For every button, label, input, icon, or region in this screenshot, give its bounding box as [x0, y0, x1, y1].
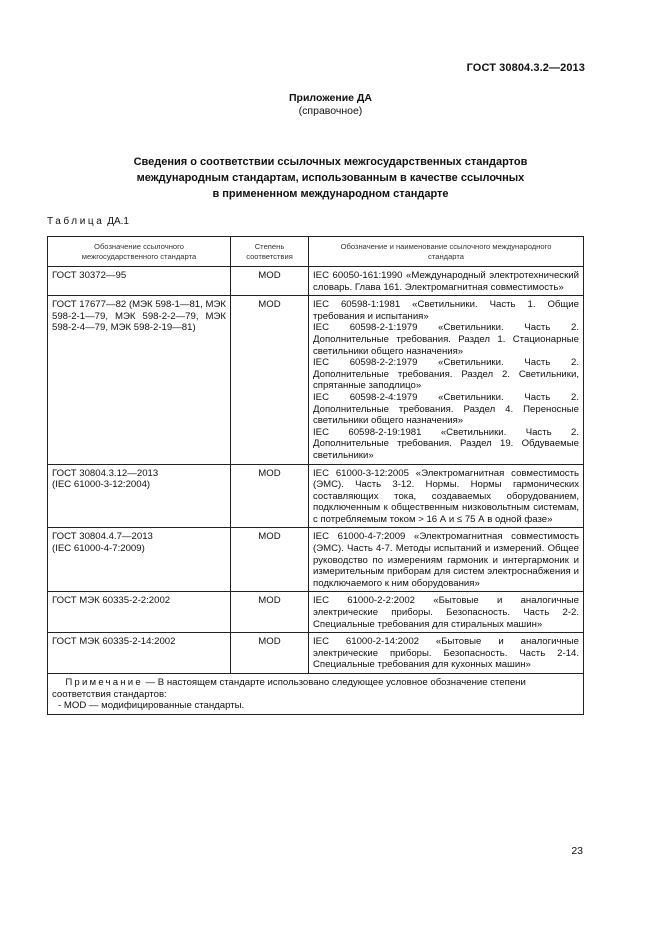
section-title-line: Сведения о соответствии ссылочных межгосударственных стандартов [133, 156, 528, 168]
cell-intl: IEC 61000-2-14:2002 «Бытовые и аналогичные электрические приборы. Безопасность. Часть 2-14. Специальные требования для кухонных машин» [309, 633, 584, 674]
table-row [48, 296, 584, 464]
cell-intl: IEC 60598-1:1981 «Светильники. Часть 1. Общие требования и испытания» IEC 60598-2-1:1979 «Светильники. Часть 2. Дополнительные требования. Раздел 1. Стационарные светильники общего назначения» IEC 60598-2-2:1979 «Светильники. Часть 2. Дополнительные требования. Раздел 2. Светильники, спрятанные заподлицо» IEC 60598-2-4:1979 «Светильники. Часть 2. Дополнительные требования. Раздел 4. Переносные светильники общего назначения» IEC 60598-2-19:1981 «Светильники. Часть 2. Дополнительные требования. Раздел 19. Обдуваемые светильники» [309, 296, 584, 464]
table-label-prefix: Таблица [47, 216, 105, 227]
table-label-number: ДА.1 [107, 216, 129, 227]
appendix-heading [0, 92, 661, 118]
appendix-title: Приложение ДА [289, 92, 372, 104]
table-note-row [48, 674, 584, 715]
table-note [48, 674, 584, 715]
section-title-line: международным стандартам, использованным в качестве ссылочных [136, 172, 525, 184]
cell-intl: IEC 61000-3-12:2005 «Электромагнитная совместимость (ЭМС). Часть 3-12. Нормы. Нормы гармонических составляющих тока, создаваемых оборудованием, подключенным к общественным низковольтным системам, с потребляемым током > 16 А и ≤ 75 А в одной фазе» [309, 464, 584, 528]
column-header-intl: Обозначение и наименование ссылочного международного стандарта [309, 237, 584, 267]
section-title [0, 154, 661, 202]
table-row [48, 592, 584, 633]
cell-standard: ГОСТ МЭК 60335-2-2:2002 [48, 592, 231, 633]
cell-degree: MOD [231, 296, 309, 464]
cell-intl: IEC 61000-4-7:2009 «Электромагнитная совместимость (ЭМС). Часть 4-7. Методы испытаний и измерений. Общее руководство по измерениям гармоник и интергармоник и измерительным приборам для систем электроснабжения и подключаемого к ним оборудования» [309, 528, 584, 592]
section-title-line: в примененном международном стандарте [212, 188, 449, 200]
column-header-standard: Обозначение ссылочного межгосударственного стандарта [48, 237, 231, 267]
note-text: — В настоящем стандарте использовано следующее условное обозначение степени соответствия стандартов: [52, 677, 526, 700]
cell-degree: MOD [231, 267, 309, 296]
cell-intl: IEC 60050-161:1990 «Международный электротехнический словарь. Глава 161. Электромагнитная совместимость» [309, 267, 584, 296]
cell-degree: MOD [231, 464, 309, 528]
correspondence-table [47, 236, 584, 715]
table-row [48, 267, 584, 296]
cell-intl: IEC 61000-2-2:2002 «Бытовые и аналогичные электрические приборы. Безопасность. Часть 2-2. Специальные требования для стиральных машин» [309, 592, 584, 633]
table-row [48, 528, 584, 592]
table-label [47, 216, 129, 227]
standard-code-header: ГОСТ 30804.3.2—2013 [466, 62, 585, 74]
table-header-row [48, 237, 584, 267]
cell-standard: ГОСТ 30804.4.7—2013 (IEC 61000-4-7:2009) [48, 528, 231, 592]
cell-standard: ГОСТ 30372—95 [48, 267, 231, 296]
cell-degree: MOD [231, 528, 309, 592]
note-item: - MOD — модифицированные стандарты. [58, 700, 245, 712]
note-label: Примечание [65, 677, 143, 688]
appendix-subtitle: (справочное) [298, 105, 363, 117]
column-header-degree: Степень соответствия [231, 237, 309, 267]
cell-standard: ГОСТ 30804.3.12—2013 (IEC 61000-3-12:2004) [48, 464, 231, 528]
cell-degree: MOD [231, 592, 309, 633]
cell-standard: ГОСТ МЭК 60335-2-14:2002 [48, 633, 231, 674]
table-row [48, 633, 584, 674]
page-number: 23 [571, 845, 583, 857]
cell-degree: MOD [231, 633, 309, 674]
table-row [48, 464, 584, 528]
cell-standard: ГОСТ 17677—82 (МЭК 598-1—81, МЭК 598-2-1—79, МЭК 598-2-2—79, МЭК 598-2-4—79, МЭК 598-2-19—81) [48, 296, 231, 464]
